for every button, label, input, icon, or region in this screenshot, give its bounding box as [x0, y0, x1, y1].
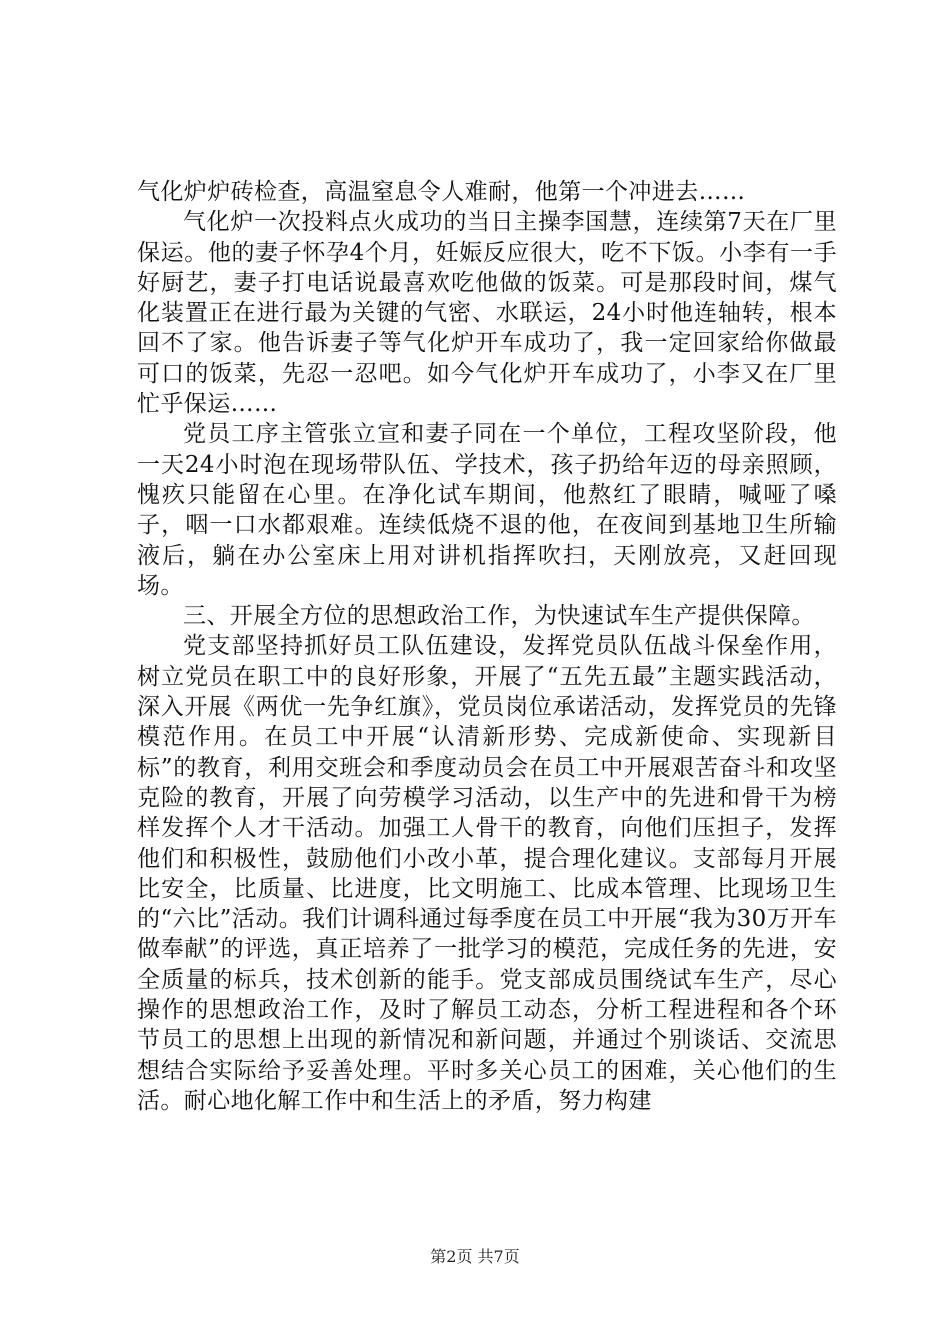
page-number-footer: 第2页 共7页 — [430, 1247, 520, 1266]
paragraph-2: 气化炉一次投料点火成功的当日主操李国慧，连续第7天在厂里保运。他的妻子怀孕4个月，妊娠反应很大，吃不下饭。小李有一手好厨艺，妻子打电话说最喜欢吃他做的饭菜。可是那段时间，煤气化装置正在进行最为关键的气密、水联运，24小时他连轴转，根本回不了家。他告诉妻子等气化炉开车成功了，我一定回家给你做最可口的饭菜，先忍一忍吧。如今气化炉开车成功了，小李又在厂里忙乎保运…… — [137, 209, 837, 418]
paragraph-5: 党支部坚持抓好员工队伍建设，发挥党员队伍战斗保垒作用，树立党员在职工中的良好形象，开展了“五先五最”主题实践活动，深入开展《两优一先争红旗》，党员岗位承诺活动，发挥党员的先锋模范作用。在员工中开展“认清新形势、完成新使命、实现新目标”的教育，利用交班会和季度动员会在员工中开展艰苦奋斗和攻坚克险的教育，开展了向劳模学习活动，以生产中的先进和骨干为榜样发挥个人才干活动。加强工人骨干的教育，向他们压担子，发挥他们和积极性，鼓励他们小改小革，提合理化建议。支部每月开展比安全，比质量、比进度，比文明施工、比成本管理、比现场卫生的“六比”活动。我们计调科通过每季度在员工中开展“我为30万开车做奉献”的评选，真正培养了一批学习的模范，完成任务的先进，安全质量的标兵，技术创新的能手。党支部成员围绕试车生产，尽心操作的思想政治工作，及时了解员工动态，分析工程进程和各个环节员工的思想上出现的新情况和新问题，并通过个别谈话、交流思想结合实际给予妥善处理。平时多关心员工的困难，关心他们的生活。耐心地化解工作中和生活上的矛盾，努力构建 — [137, 633, 837, 1114]
paragraph-3: 党员工序主管张立宣和妻子同在一个单位，工程攻坚阶段，他一天24小时泡在现场带队伍、学技术，孩子扔给年迈的母亲照顾，愧疚只能留在心里。在净化试车期间，他熬红了眼睛，喊哑了嗓子，咽一口水都艰难。连续低烧不退的他，在夜间到基地卫生所输液后，躺在办公室床上用对讲机指挥吹扫，天刚放亮，又赶回现场。 — [137, 421, 837, 599]
document-body — [137, 177, 837, 1116]
section-heading-3: 三、开展全方位的思想政治工作，为快速试车生产提供保障。 — [183, 603, 815, 630]
paragraph-1: 气化炉炉砖检查，高温窒息令人难耐，他第一个冲进去…… — [137, 179, 746, 205]
